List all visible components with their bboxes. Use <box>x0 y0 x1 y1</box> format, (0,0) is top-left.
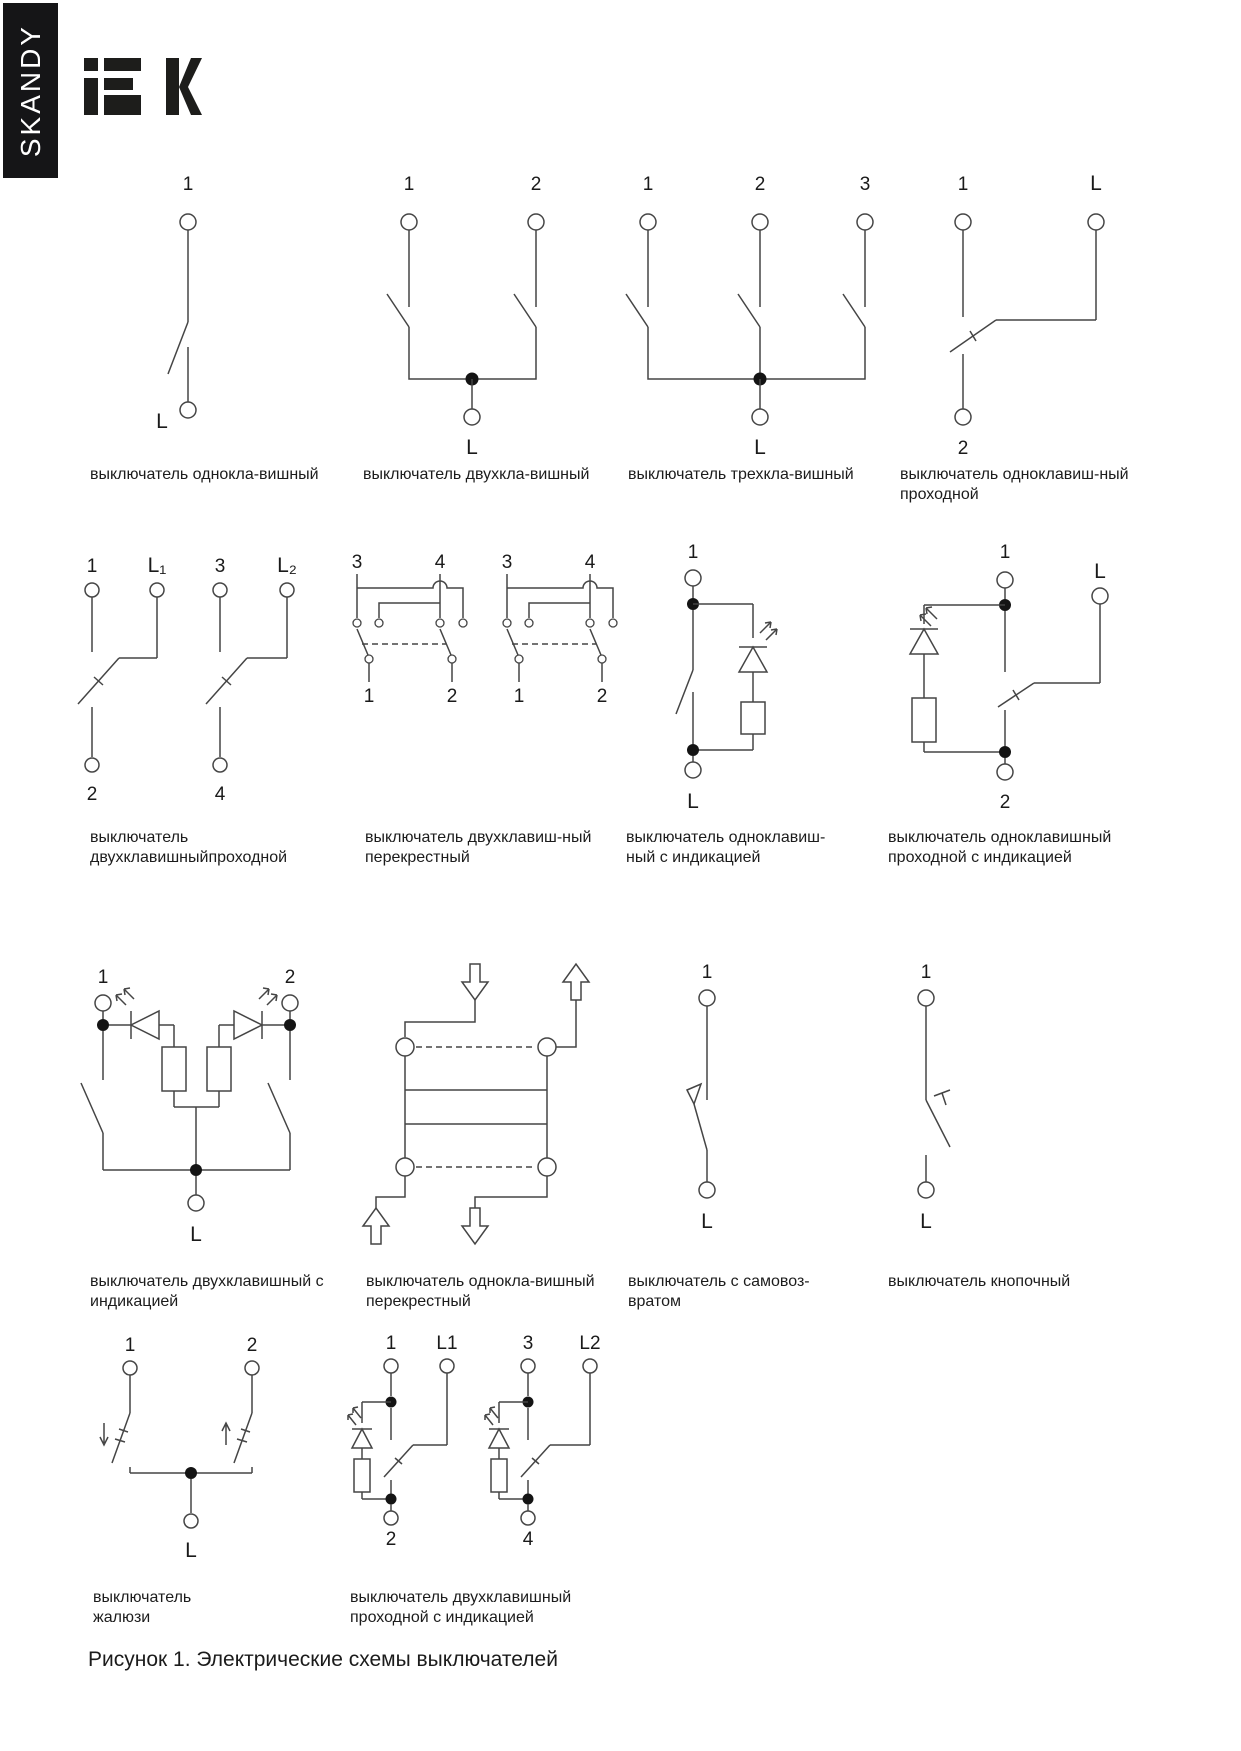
led-emission-arrows-icon <box>348 1407 361 1425</box>
bus-wire <box>648 327 865 379</box>
contact <box>598 655 606 663</box>
led-emission-arrows-icon <box>760 622 777 640</box>
diagram-caption: выключатель трехкла-вишный <box>628 466 854 483</box>
wires <box>119 597 287 658</box>
contact <box>586 619 594 627</box>
led-emission-arrows-icon <box>116 988 134 1005</box>
terminal-circle <box>95 995 111 1011</box>
terminal-circle <box>213 583 227 597</box>
arrow-down-icon <box>100 1423 108 1445</box>
switch-levers <box>507 629 601 655</box>
led-cathode-bar <box>262 1011 284 1039</box>
series-banner <box>3 3 58 178</box>
terminal-label: 1 <box>920 962 932 983</box>
terminal-label: L <box>920 1210 932 1233</box>
resistor-icon <box>912 698 936 742</box>
terminal-circle <box>528 214 544 230</box>
terminal-label: L <box>701 1210 713 1233</box>
wire <box>924 605 1005 624</box>
terminal-circle <box>280 583 294 597</box>
terminal-circle <box>464 409 480 425</box>
wires <box>648 230 865 307</box>
terminal-label: 2 <box>284 967 296 988</box>
wire <box>556 1000 576 1047</box>
led-emission-arrows-icon <box>920 607 937 626</box>
diagram-caption: выключатель двухклавишный проходной с индикацией <box>350 1589 572 1626</box>
terminal-circle <box>180 214 196 230</box>
contact <box>459 619 467 627</box>
arrow-up-icon <box>222 1423 230 1445</box>
diagram-single-key-crossover <box>348 952 638 1269</box>
terminal-label: 2 <box>86 784 98 805</box>
terminal-label: 2 <box>385 1529 397 1550</box>
terminal-circle <box>85 583 99 597</box>
switch-levers <box>78 658 247 704</box>
wires <box>92 707 220 757</box>
contact <box>375 619 383 627</box>
terminal-circle <box>123 1361 137 1375</box>
series-label: SKANDY <box>14 23 46 158</box>
terminal-circle <box>150 583 164 597</box>
contact <box>503 619 511 627</box>
switch-lever <box>694 1104 707 1150</box>
diagram-single-key <box>118 162 268 467</box>
switch-levers <box>112 1413 252 1463</box>
terminal-circle <box>521 1511 535 1525</box>
led-icon <box>489 1429 509 1448</box>
wires <box>130 1375 252 1413</box>
wires <box>519 663 602 682</box>
wire <box>996 230 1096 320</box>
junction-dot <box>190 1164 202 1176</box>
terminal-circle <box>282 995 298 1011</box>
terminal-label: 3 <box>859 174 871 195</box>
wire <box>219 1025 234 1047</box>
diagram-caption: выключатель одноклавиш- ный с индикацией <box>626 829 826 866</box>
terminal-circle <box>918 990 934 1006</box>
diagram-double-key-pass-through-indicator <box>345 1335 675 1570</box>
terminal-label: 2 <box>957 438 969 459</box>
junction-dot <box>523 1494 534 1505</box>
contact <box>515 655 523 663</box>
contact <box>436 619 444 627</box>
contact <box>353 619 361 627</box>
terminal-circle <box>918 1182 934 1198</box>
terminal-circle <box>583 1359 597 1373</box>
contact <box>448 655 456 663</box>
terminal-label: 3 <box>351 552 363 573</box>
terminal-circle <box>955 214 971 230</box>
terminal-label: 2 <box>999 792 1011 813</box>
contact <box>525 619 533 627</box>
terminal-label: 4 <box>434 552 446 573</box>
resistor-icon <box>162 1047 186 1091</box>
terminal-label: 2 <box>754 174 766 195</box>
terminal-circle <box>184 1514 198 1528</box>
terminal-circle <box>955 409 971 425</box>
led-icon <box>910 629 938 654</box>
wire <box>693 604 753 638</box>
switch-lever <box>168 322 188 374</box>
resistor-icon <box>491 1459 507 1492</box>
diagram-push-button <box>855 952 1005 1247</box>
terminal-label: 4 <box>584 552 596 573</box>
switch-lever <box>926 1100 950 1147</box>
diagram-caption: выключатель двухклавишныйпроходной <box>90 829 288 866</box>
wire <box>924 742 1005 752</box>
terminal-label: 1 <box>687 542 699 563</box>
cross-wire <box>357 581 463 618</box>
terminal-circle <box>699 990 715 1006</box>
lever-tick <box>1013 690 1019 700</box>
switch-lever <box>676 670 693 714</box>
terminal-label: L₁ <box>147 554 167 577</box>
terminal-label: L2 <box>579 1335 601 1354</box>
contact-node <box>538 1038 556 1056</box>
diagram-caption: выключатель двухкла-вишный <box>363 466 590 483</box>
terminal-circle <box>685 762 701 778</box>
lever-tick <box>970 331 976 341</box>
contact-node <box>538 1158 556 1176</box>
terminal-label: L <box>754 436 766 459</box>
arrow-down-icon <box>462 1208 488 1244</box>
terminal-label: 1 <box>403 174 415 195</box>
terminal-label: 1 <box>999 542 1011 563</box>
led-icon <box>131 1011 159 1039</box>
terminal-circle <box>997 572 1013 588</box>
diagram-caption: выключатель одноклавишный проходной с индикацией <box>888 829 1112 866</box>
wire <box>1034 604 1100 683</box>
diagram-double-key-crossover <box>330 552 660 722</box>
arrow-up-icon <box>563 964 589 1000</box>
terminal-circle <box>1088 214 1104 230</box>
junction-dot <box>999 746 1011 758</box>
contact <box>365 655 373 663</box>
terminal-circle <box>245 1361 259 1375</box>
terminal-label: L <box>156 410 168 433</box>
terminal-circle <box>1092 588 1108 604</box>
terminal-circle <box>440 1359 454 1373</box>
terminal-label: 3 <box>214 556 226 577</box>
contact <box>609 619 617 627</box>
iek-logo-icon <box>84 58 202 115</box>
terminal-label: 1 <box>957 174 969 195</box>
terminal-label: 1 <box>363 686 375 707</box>
contact-node <box>396 1158 414 1176</box>
led-emission-arrows-icon <box>485 1407 498 1425</box>
terminal-circle <box>997 764 1013 780</box>
wires <box>507 574 590 618</box>
wire <box>159 1025 174 1047</box>
junction-dot <box>386 1494 397 1505</box>
wire <box>413 1373 447 1445</box>
terminal-label: 2 <box>246 1335 258 1356</box>
terminal-label: L <box>190 1223 202 1246</box>
junction-dot <box>185 1467 197 1479</box>
wire <box>550 1373 590 1445</box>
cross-wire <box>507 581 613 618</box>
terminal-label: 3 <box>501 552 513 573</box>
terminal-label: 2 <box>446 686 458 707</box>
lever-ticks <box>94 677 231 685</box>
led-cathode-bar <box>109 1011 131 1039</box>
diagram-single-key-indicator <box>630 532 810 857</box>
terminal-label: 1 <box>385 1335 397 1354</box>
terminal-circle <box>685 570 701 586</box>
diagram-caption: выключатель одноклавиш-ный проходной <box>900 466 1129 503</box>
terminal-circle <box>85 758 99 772</box>
led-icon <box>352 1429 372 1448</box>
terminal-label: 2 <box>530 174 542 195</box>
junction-dot <box>97 1019 109 1031</box>
led-icon <box>739 647 767 672</box>
wires <box>369 663 452 682</box>
led-emission-arrows-icon <box>259 988 277 1005</box>
wires <box>409 230 536 307</box>
terminal-label: 1 <box>86 556 98 577</box>
terminal-label: L <box>1090 172 1102 195</box>
terminal-label: L <box>466 436 478 459</box>
resistor-icon <box>354 1459 370 1492</box>
switch-levers <box>357 629 451 655</box>
diagram-caption: выключатель двухклавишный с индикацией <box>90 1273 324 1310</box>
wires <box>357 574 440 618</box>
diagram-single-key-pass-through <box>850 162 1110 467</box>
terminal-label: 3 <box>522 1335 534 1354</box>
arrow-up-icon <box>363 1208 389 1244</box>
diagram-self-return <box>635 952 785 1247</box>
terminal-circle <box>752 214 768 230</box>
led-icon <box>234 1011 262 1039</box>
diagram-triple-key <box>560 162 890 467</box>
diagram-caption: выключатель однокла-вишный перекрестный <box>366 1273 595 1310</box>
diagram-blinds <box>88 1335 338 1570</box>
diagram-caption: выключатель жалюзи <box>93 1589 192 1626</box>
wire <box>405 1000 475 1037</box>
terminal-circle <box>640 214 656 230</box>
terminal-label: L1 <box>436 1335 458 1354</box>
terminal-circle <box>213 758 227 772</box>
wire <box>693 734 753 750</box>
cross-wire <box>379 603 440 618</box>
diagram-double-key <box>302 162 552 467</box>
switch-levers <box>626 294 865 327</box>
terminal-label: 4 <box>522 1529 534 1550</box>
terminal-label: 2 <box>596 686 608 707</box>
terminal-label: 4 <box>214 784 226 805</box>
terminal-circle <box>188 1195 204 1211</box>
self-return-triangle-icon <box>687 1084 701 1104</box>
junction-dot <box>284 1019 296 1031</box>
terminal-circle <box>384 1359 398 1373</box>
wires <box>92 597 220 652</box>
terminal-label: 1 <box>124 1335 136 1356</box>
terminal-circle <box>752 409 768 425</box>
diagram-caption: выключатель однокла-вишный <box>90 466 319 483</box>
push-actuator-icon <box>934 1090 950 1105</box>
terminal-label: L <box>1094 560 1106 583</box>
wire <box>376 1176 405 1208</box>
figure-caption: Рисунок 1. Электрические схемы выключателей <box>88 1648 558 1671</box>
diagram-caption: выключатель двухклавиш-ный перекрестный <box>365 829 592 866</box>
wire <box>475 1176 547 1208</box>
cross-connection-wires <box>405 1056 547 1158</box>
wire <box>174 1091 219 1170</box>
resistor-icon <box>741 702 765 734</box>
terminal-label: L₂ <box>277 554 297 577</box>
terminal-circle <box>180 402 196 418</box>
terminal-label: L <box>185 1539 197 1562</box>
diagram-caption: выключатель с самовоз- вратом <box>628 1273 810 1310</box>
terminal-label: 1 <box>182 174 194 195</box>
resistor-icon <box>207 1047 231 1091</box>
terminal-circle <box>401 214 417 230</box>
terminal-circle <box>521 1359 535 1373</box>
junction-dot <box>687 744 699 756</box>
diagram-double-key-indicator <box>68 955 328 1260</box>
diagram-caption: выключатель кнопочный <box>888 1273 1071 1290</box>
cross-wire <box>529 603 590 618</box>
terminal-circle <box>384 1511 398 1525</box>
terminal-label: 1 <box>642 174 654 195</box>
arrow-down-icon <box>462 964 488 1000</box>
terminal-label: 1 <box>701 962 713 983</box>
terminal-circle <box>699 1182 715 1198</box>
terminal-label: L <box>687 790 699 813</box>
terminal-label: 1 <box>97 967 109 988</box>
diagram-single-key-pass-through-indicator <box>900 532 1130 857</box>
contact-node <box>396 1038 414 1056</box>
terminal-label: 1 <box>513 686 525 707</box>
bus-wire <box>409 327 536 379</box>
